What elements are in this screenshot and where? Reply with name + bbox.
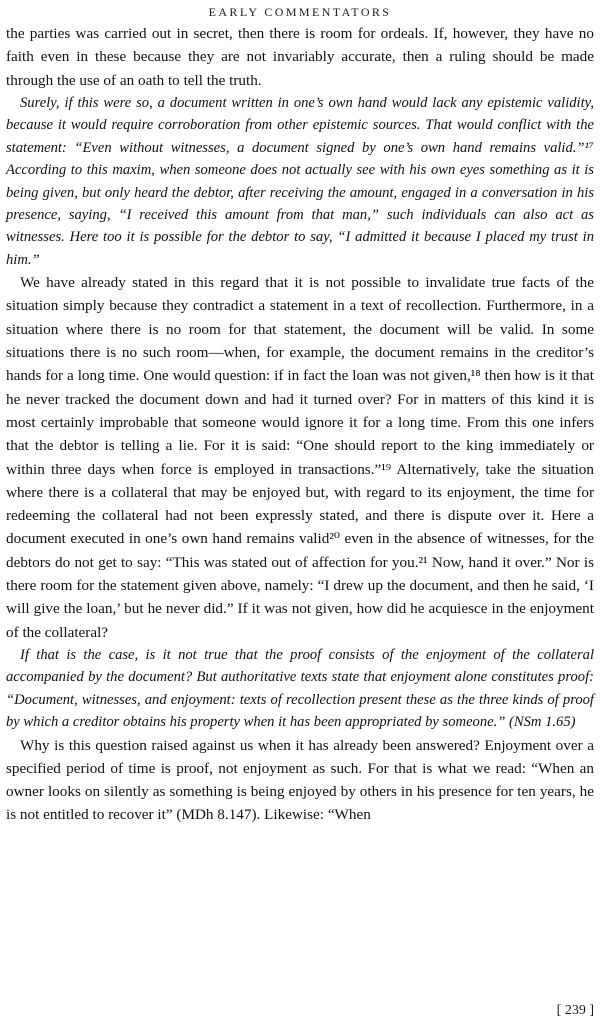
body-text: [6, 22, 594, 827]
running-header: EARLY COMMENTATORS: [208, 5, 392, 19]
paragraph-4: If that is the case, is it not true that the proof consists of the enjoyment of the collateral accompanied by the document? But authoritative texts state that enjoyment alone constitutes proof: “Document, witnesses, and enjoyment: texts of recollection present these as the three kinds of proof by which a creditor obtains his property when it has been appropriated by someone.” (NSm 1.65): [6, 646, 594, 731]
page-number: [ 239 ]: [556, 1003, 594, 1018]
paragraph-3: We have already stated in this regard that it is not possible to invalidate true facts of the situation simply because they contradict a statement in a text of recollection. Furthermore, in a situation where there is no room for that statement, the document will be valid. In some situations there is no such room—when, for example, the document remains in the creditor’s hands for a long time. One would question: if in fact the loan was not given,¹⁸ then how is it that he never tracked the document down and had it turned over? For in matters of this kind it is most certainly improbable that someone would ignore it for a long time. From this one infers that the debtor is telling a lie. For it is said: “One should report to the king immediately or within three days when force is employed in transactions.”¹⁹ Alternatively, take the situation where there is a collateral that may be enjoyed but, with regard to its enjoyment, the time for redeeming the collateral had not been expressly stated, and there is dispute over it. Here a document executed in one’s own hand remains valid²⁰ even in the absence of witnesses, for the debtors do not get to say: “This was stated out of affection for you.²¹ Now, hand it over.” Nor is there room for the statement given above, namely: “I drew up the document, and then he said, ‘I will give the loan,’ but he never did.” If it was not given, how did he acquiesce in the enjoyment of the collateral?: [6, 274, 594, 641]
paragraph-2: Surely, if this were so, a document written in one’s own hand would lack any epistemic validity, because it would require corroboration from other epistemic sources. That would conflict with the statement: “Even without witnesses, a document signed by one’s own hand remains valid.”¹⁷ According to this maxim, when someone does not actually see with his own eyes something as it is being given, but only heard the debtor, after receiving the amount, engaged in a conversation in his presence, saying, “I received this amount from that man,” such individuals can also act as witnesses. Here too it is possible for the debtor to say, “I admitted it because I placed my trust in him.”: [6, 94, 594, 268]
paragraph-5: Why is this question raised against us when it has already been answered? Enjoyment over a specified period of time is proof, not enjoyment as such. For that is what we read: “When an owner looks on silently as something is being enjoyed by others in his presence for ten years, he is not entitled to recover it” (MDh 8.147). Likewise: “When: [6, 736, 594, 824]
paragraph-1: the parties was carried out in secret, then there is room for ordeals. If, however, they have no faith even in these because they are not invariably accurate, then a ruling should be made through the use of an oath to tell the truth.: [6, 25, 594, 89]
